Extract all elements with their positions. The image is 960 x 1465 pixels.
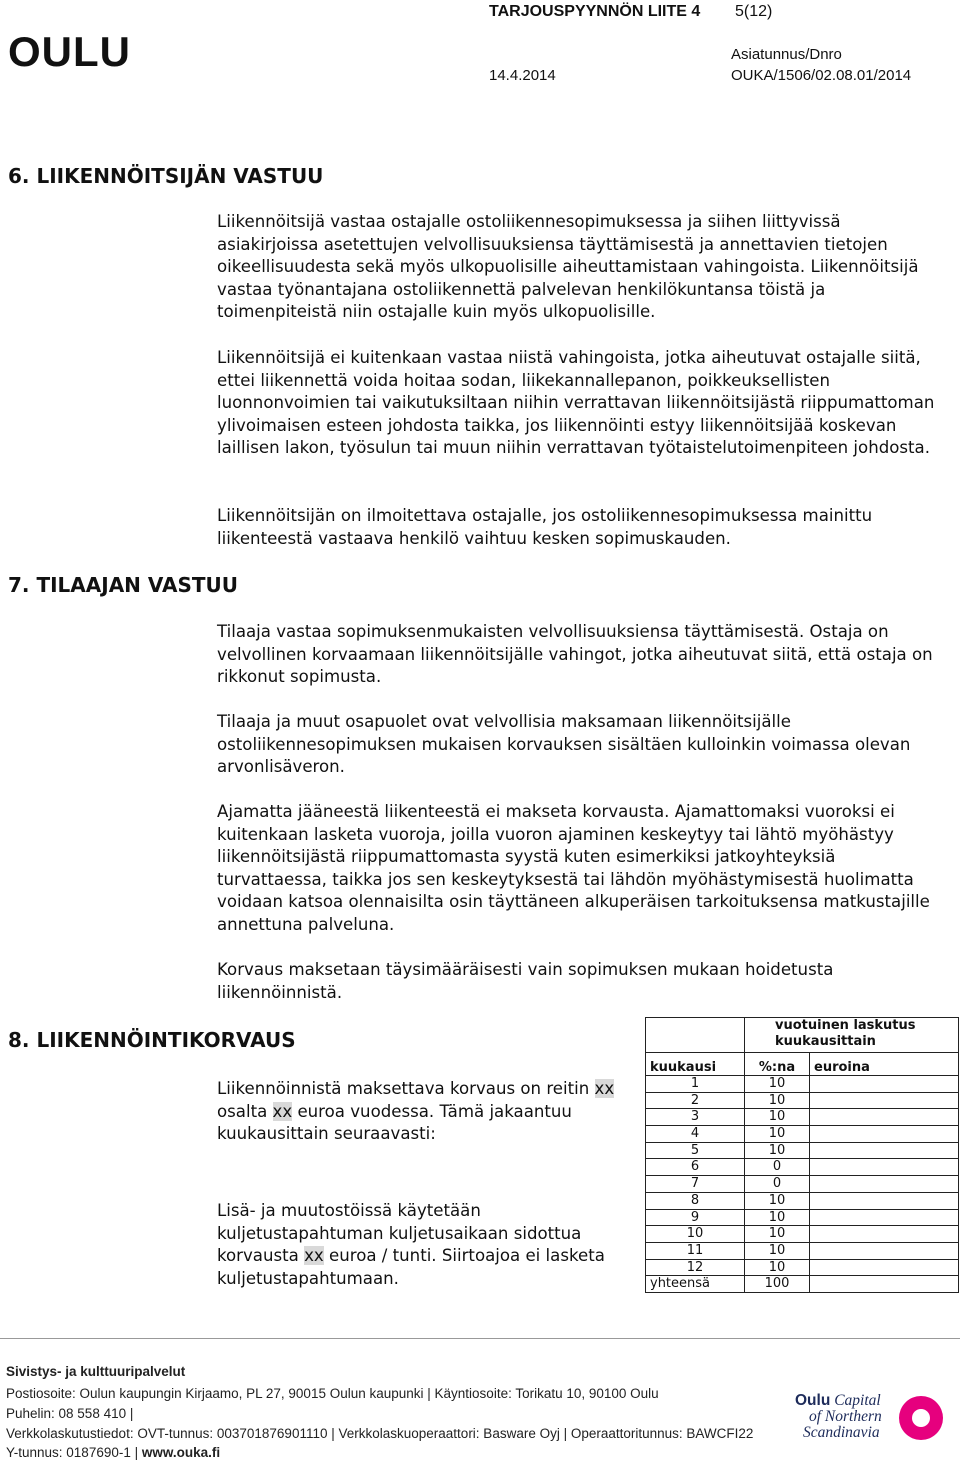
section-7-paragraph-4: Korvaus maksetaan täysimääräisesti vain sopimuksen mukaan hoidetusta liikennöinnistä. <box>217 960 834 1002</box>
table-row <box>646 1092 959 1109</box>
text-fragment: euroa / tunti. Siirtoajoa ei lasketa kuljetustapahtumaan. <box>217 1246 605 1288</box>
reference-number: OUKA/1506/02.08.01/2014 <box>731 67 912 84</box>
oulu-capital-brand <box>795 1393 882 1441</box>
column-header-month: kuukausi <box>646 1053 745 1076</box>
text-fragment: euroa vuodessa. Tämä jakaantuu kuukausittain seuraavasti: <box>217 1101 572 1144</box>
month-cell: 10 <box>646 1226 745 1243</box>
month-cell: 1 <box>646 1076 745 1093</box>
placeholder-xx: xx <box>272 1101 293 1121</box>
footer-organization <box>6 1364 185 1379</box>
euro-cell <box>810 1176 959 1193</box>
month-cell: 11 <box>646 1242 745 1259</box>
table-column-header-row <box>646 1053 959 1076</box>
total-label-cell: yhteensä <box>646 1276 745 1293</box>
page-number: 5(12) <box>735 3 773 20</box>
euro-cell <box>810 1259 959 1276</box>
section-7-heading: 7. TILAAJAN VASTUU <box>8 573 239 597</box>
footer-invoicing: Verkkolaskutustiedot: OVT-tunnus: 003701876901110 | Verkkolaskuoperaattori: Basware Oyj | Operaattoritunnus: BAWCFI22 <box>6 1426 754 1441</box>
document-annex-title: TARJOUSPYYNNÖN LIITE 4 <box>489 3 701 20</box>
footer-phone: Puhelin: 08 558 410 | <box>6 1406 134 1421</box>
text-fragment: Liikennöinnistä maksettava korvaus on reitin <box>217 1079 595 1098</box>
monthly-billing-table <box>645 1017 959 1293</box>
oulu-logo: OULU <box>8 28 131 75</box>
section-7-paragraph-1: Tilaaja vastaa sopimuksenmukaisten velvollisuuksiensa täyttämisestä. Ostaja on velvollinen korvaamaan liikennöitsijälle vahingot, jotka aiheutuvat siitä, että ostaja on rikkonut sopimusta. <box>217 622 933 687</box>
euro-cell <box>810 1092 959 1109</box>
percent-cell: 10 <box>745 1092 810 1109</box>
euro-cell <box>810 1209 959 1226</box>
brand-capital: Capital <box>834 1392 881 1409</box>
brand-line-2: of Northern <box>809 1408 882 1425</box>
website-link[interactable]: www.ouka.fi <box>141 1445 221 1460</box>
brand-line-3: Scandinavia <box>803 1424 880 1441</box>
section-8-paragraph-2 <box>217 1200 637 1290</box>
organization-name: Sivistys- ja kulttuuripalvelut <box>6 1364 186 1379</box>
table-row <box>646 1176 959 1193</box>
text-fragment: Lisä- ja muutostöissä käytetään kuljetustapahtuman kuljetusaikaan sidottua korvausta <box>217 1201 582 1266</box>
percent-cell: 0 <box>745 1159 810 1176</box>
section-8-heading: 8. LIIKENNÖINTIKORVAUS <box>8 1028 296 1052</box>
month-cell: 12 <box>646 1259 745 1276</box>
month-cell: 6 <box>646 1159 745 1176</box>
table-row <box>646 1109 959 1126</box>
euro-cell <box>810 1142 959 1159</box>
table-row <box>646 1159 959 1176</box>
table-group-header-row <box>646 1018 959 1053</box>
table-row <box>646 1142 959 1159</box>
section-6-heading: 6. LIIKENNÖITSIJÄN VASTUU <box>8 164 324 188</box>
euro-cell <box>810 1109 959 1126</box>
placeholder-xx: xx <box>304 1246 324 1266</box>
total-euro-cell <box>810 1276 959 1293</box>
month-cell: 5 <box>646 1142 745 1159</box>
percent-cell: 10 <box>745 1109 810 1126</box>
euro-cell <box>810 1126 959 1143</box>
euro-cell <box>810 1192 959 1209</box>
placeholder-xx: xx <box>594 1079 615 1098</box>
table-total-row <box>646 1276 959 1293</box>
percent-cell: 10 <box>745 1076 810 1093</box>
text-fragment: osalta <box>217 1101 273 1121</box>
percent-cell: 10 <box>745 1259 810 1276</box>
month-cell: 4 <box>646 1126 745 1143</box>
brand-oulu: Oulu <box>795 1392 831 1409</box>
brand-circle-icon <box>898 1395 944 1441</box>
business-id: Y-tunnus: 0187690-1 | <box>6 1445 142 1460</box>
table-corner-cell <box>646 1018 745 1053</box>
percent-cell: 10 <box>745 1226 810 1243</box>
footer-address: Postiosoite: Oulun kaupungin Kirjaamo, PL 27, 90015 Oulun kaupunki | Käyntiosoite: Torikatu 10, 90100 Oulu <box>6 1386 659 1401</box>
month-cell: 8 <box>646 1192 745 1209</box>
month-cell: 2 <box>646 1092 745 1109</box>
table-row <box>646 1259 959 1276</box>
section-6-paragraph-2: Liikennöitsijä ei kuitenkaan vastaa niistä vahingoista, jotka aiheutuvat ostajalle siitä, ettei liikennettä voida hoitaa sodan, liikekannallepanon, poikkeuksellisten luonnonvoimien tai vaikutuksiltaan niihin verrattavan liikennöitsijästä riippumattoman ylivoimaisen esteen johdosta taikka, jos liikennöinti estyy liikennöitsijää koskevan laillisen lakon, työsulun tai muun niihin verrattavan työtaistelutoimenpiteen johdosta. <box>217 348 935 458</box>
section-7-paragraph-2: Tilaaja ja muut osapuolet ovat velvollisia maksamaan liikennöitsijälle ostoliikennesopimuksen mukaisen korvauksen sisältäen kulloinkin voimassa olevan arvonlisäveron. <box>217 712 911 777</box>
column-header-euros: euroina <box>810 1053 959 1076</box>
euro-cell <box>810 1159 959 1176</box>
month-cell: 7 <box>646 1176 745 1193</box>
table-row <box>646 1126 959 1143</box>
euro-cell <box>810 1242 959 1259</box>
section-7-paragraph-3: Ajamatta jääneestä liikenteestä ei makseta korvausta. Ajamattomaksi vuoroksi ei kuitenkaan lasketa vuoroja, joilla vuoron ajaminen keskeytyy tai lähtö myöhästyy liikennöitsijästä riippumattomasta syystä kuten esimerkiksi jatkoyhteyksiä turvattaessa, taikka jos sen keskeytyksestä tai lähdön myöhästymisestä huolimatta voidaan katsoa olennaisilta osin täyttäneen alkuperäisen tarkoituksensa matkustajille annettuna palveluna. <box>217 802 930 934</box>
percent-cell: 10 <box>745 1242 810 1259</box>
section-6-paragraph-3: Liikennöitsijän on ilmoitettava ostajalle, jos ostoliikennesopimuksessa mainittu liikenteestä vastaava henkilö vaihtuu kesken sopimuskauden. <box>217 506 873 548</box>
euro-cell <box>810 1076 959 1093</box>
brand-line-1 <box>795 1393 882 1409</box>
total-percent-cell: 100 <box>745 1276 810 1293</box>
table-row <box>646 1192 959 1209</box>
table-row <box>646 1226 959 1243</box>
percent-cell: 10 <box>745 1209 810 1226</box>
section-6-paragraph-1: Liikennöitsijä vastaa ostajalle ostoliikennesopimuksessa ja siihen liittyvissä asiakirjoissa asetettujen velvollisuuksiensa täyttämisestä ja annettavien tietojen oikeellisuudesta sekä myös ulkopuolisille aiheuttamistaan vahingoista. Liikennöitsijä vastaa työnantajana ostoliikennettä palvelevan henkilökuntansa töistä ja toimenpiteistä niin ostajalle kuin myös ulkopuolisille. <box>217 212 919 322</box>
percent-cell: 10 <box>745 1142 810 1159</box>
percent-cell: 0 <box>745 1176 810 1193</box>
reference-label: Asiatunnus/Dnro <box>731 46 842 63</box>
monthly-billing-table-container <box>645 1017 959 1293</box>
euro-cell <box>810 1226 959 1243</box>
column-header-percent: %:na <box>745 1053 810 1076</box>
month-cell: 9 <box>646 1209 745 1226</box>
footer-divider <box>0 1338 960 1339</box>
percent-cell: 10 <box>745 1192 810 1209</box>
document-date: 14.4.2014 <box>489 67 556 84</box>
footer-business-id <box>6 1445 220 1460</box>
percent-cell: 10 <box>745 1126 810 1143</box>
table-row <box>646 1242 959 1259</box>
table-group-header: vuotuinen laskutus kuukausittain <box>745 1018 959 1053</box>
month-cell: 3 <box>646 1109 745 1126</box>
section-8-paragraph-1 <box>217 1078 637 1146</box>
table-row <box>646 1076 959 1093</box>
table-row <box>646 1209 959 1226</box>
